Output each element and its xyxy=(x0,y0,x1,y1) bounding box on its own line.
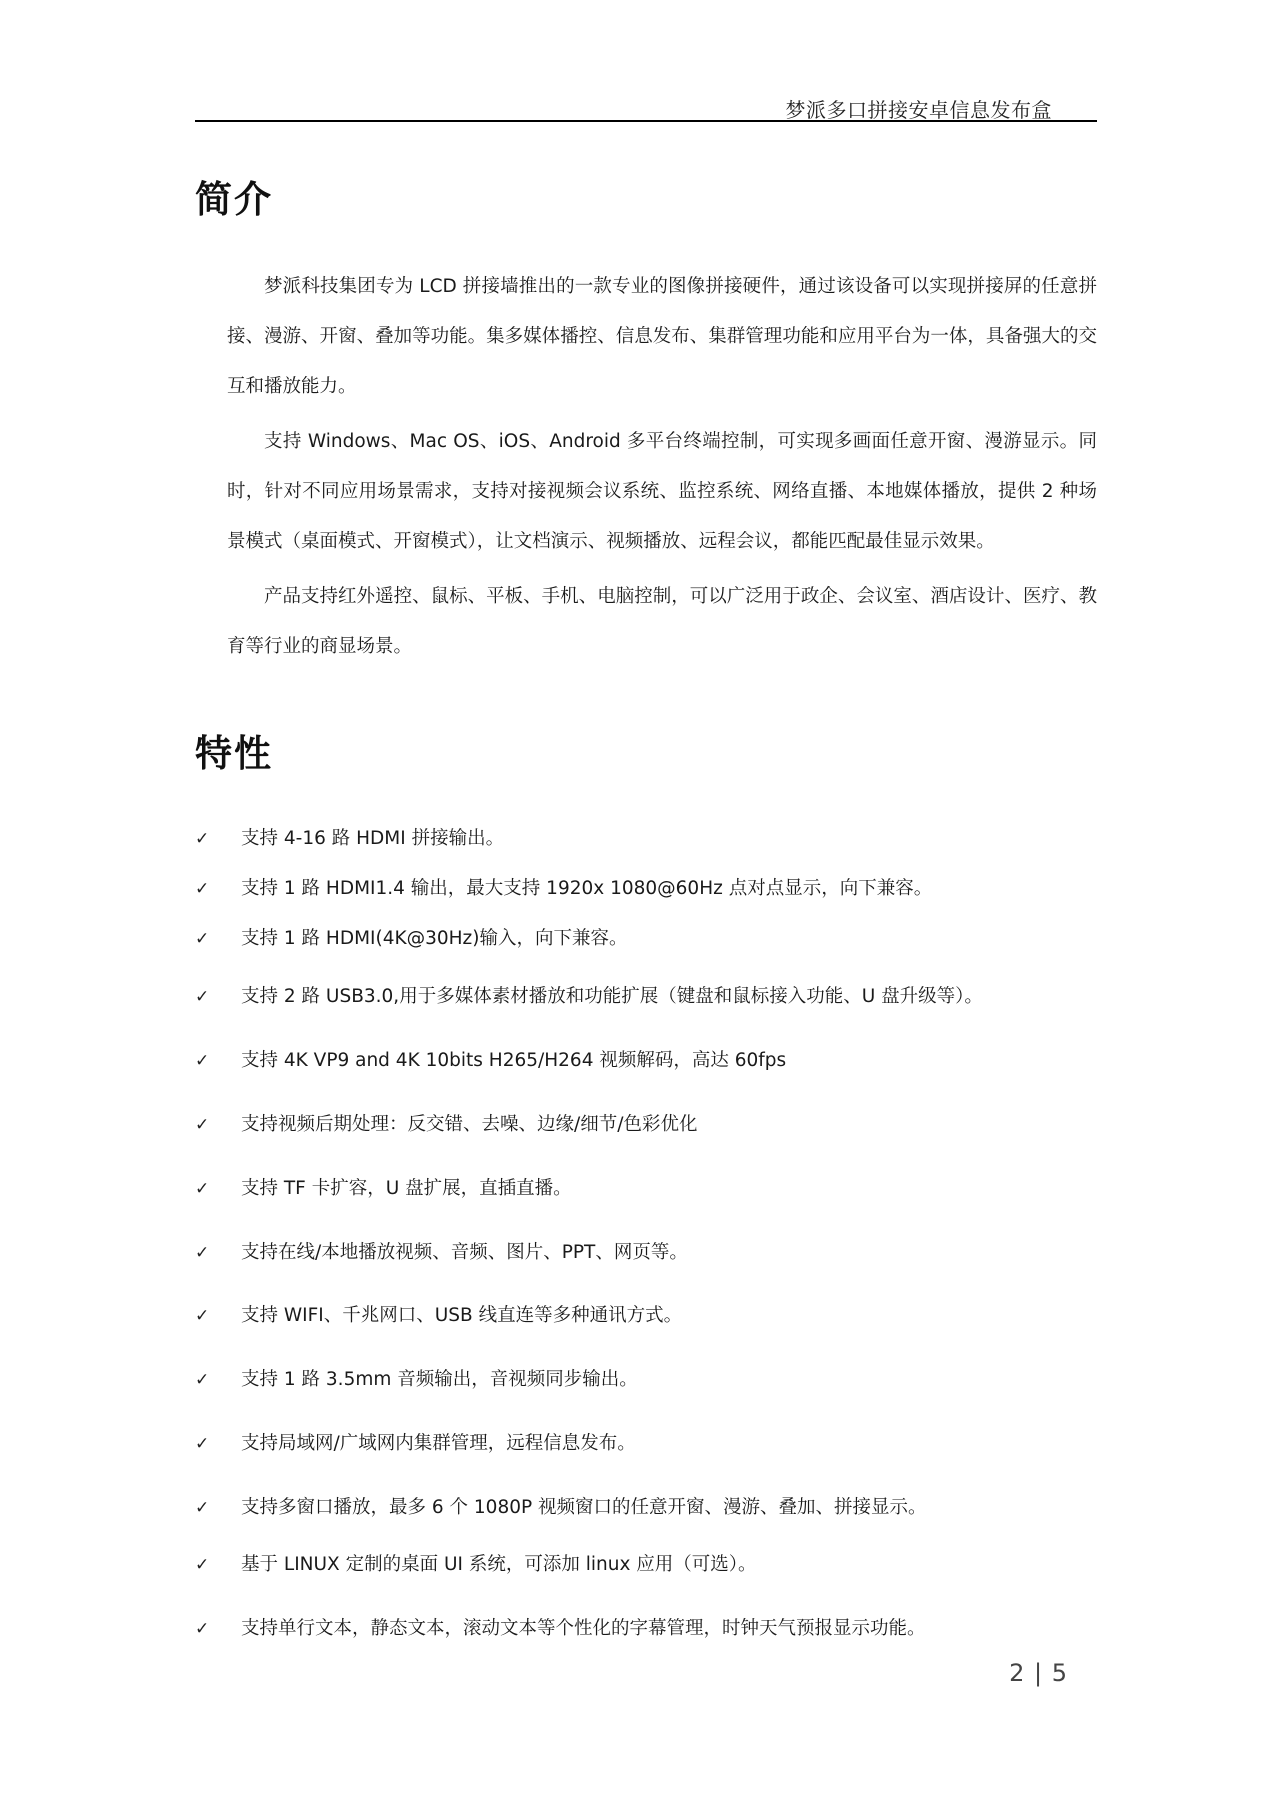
feature-text: 支持多窗口播放，最多 6 个 1080P 视频窗口的任意开窗、漫游、叠加、拼接显示。 xyxy=(241,1497,927,1518)
feature-item xyxy=(195,1428,1097,1460)
feature-item xyxy=(195,981,1097,1013)
features-heading: 特性 xyxy=(195,732,273,775)
feature-text: 支持在线/本地播放视频、音频、图片、PPT、网页等。 xyxy=(241,1242,688,1263)
feature-text: 支持视频后期处理：反交错、去噪、边缘/细节/色彩优化 xyxy=(241,1114,698,1135)
intro-paragraph: 产品支持红外遥控、鼠标、平板、手机、电脑控制，可以广泛用于政企、会议室、酒店设计、医疗、教育等行业的商显场景。 xyxy=(227,586,1097,657)
feature-text: 支持 1 路 HDMI1.4 输出，最大支持 1920x 1080@60Hz 点对点显示，向下兼容。 xyxy=(241,878,933,899)
checkmark-icon: ✓ xyxy=(195,1619,210,1639)
feature-item xyxy=(195,823,1097,855)
intro-paragraph: 支持 Windows、Mac OS、iOS、Android 多平台终端控制，可实现多画面任意开窗、漫游显示。同时，针对不同应用场景需求，支持对接视频会议系统、监控系统、网络直播、本地媒体播放，提供 2 种场景模式（桌面模式、开窗模式），让文档演示、视频播放、远程会议，都能匹配最佳显示效果。 xyxy=(227,431,1097,552)
feature-item xyxy=(195,1613,1097,1645)
checkmark-icon: ✓ xyxy=(195,1555,210,1575)
checkmark-icon: ✓ xyxy=(195,987,210,1007)
feature-text: 支持 1 路 3.5mm 音频输出，音视频同步输出。 xyxy=(241,1369,638,1390)
feature-text: 支持单行文本，静态文本，滚动文本等个性化的字幕管理，时钟天气预报显示功能。 xyxy=(241,1618,926,1639)
feature-item xyxy=(195,1237,1097,1269)
feature-text: 支持局域网/广域网内集群管理，远程信息发布。 xyxy=(241,1433,636,1454)
feature-item xyxy=(195,923,1097,955)
feature-item xyxy=(195,1045,1097,1077)
checkmark-icon: ✓ xyxy=(195,1179,210,1199)
feature-item xyxy=(195,1364,1097,1396)
page-number: 2 | 5 xyxy=(1009,1659,1068,1687)
feature-text: 支持 WIFI、千兆网口、USB 线直连等多种通讯方式。 xyxy=(241,1305,683,1326)
feature-item xyxy=(195,1549,1097,1581)
running-header-title: 梦派多口拼接安卓信息发布盒 xyxy=(785,98,1052,122)
feature-item xyxy=(195,1300,1097,1332)
feature-item xyxy=(195,1109,1097,1141)
checkmark-icon: ✓ xyxy=(195,1115,210,1135)
feature-item xyxy=(195,873,1097,905)
intro-heading: 简介 xyxy=(195,178,273,221)
checkmark-icon: ✓ xyxy=(195,1434,210,1454)
feature-item xyxy=(195,1492,1097,1524)
feature-text: 支持 4-16 路 HDMI 拼接输出。 xyxy=(241,828,505,849)
feature-text: 支持 4K VP9 and 4K 10bits H265/H264 视频解码，高达 60fps xyxy=(241,1050,787,1071)
checkmark-icon: ✓ xyxy=(195,879,210,899)
feature-text: 支持 2 路 USB3.0,用于多媒体素材播放和功能扩展（键盘和鼠标接入功能、U 盘升级等）。 xyxy=(241,986,983,1007)
header-divider xyxy=(195,120,1097,122)
feature-item xyxy=(195,1173,1097,1205)
intro-body xyxy=(227,262,1097,677)
checkmark-icon: ✓ xyxy=(195,1306,210,1326)
checkmark-icon: ✓ xyxy=(195,1498,210,1518)
checkmark-icon: ✓ xyxy=(195,1243,210,1263)
checkmark-icon: ✓ xyxy=(195,929,210,949)
checkmark-icon: ✓ xyxy=(195,1051,210,1071)
intro-paragraph: 梦派科技集团专为 LCD 拼接墙推出的一款专业的图像拼接硬件，通过该设备可以实现拼接屏的任意拼接、漫游、开窗、叠加等功能。集多媒体播控、信息发布、集群管理功能和应用平台为一体，具备强大的交互和播放能力。 xyxy=(227,276,1097,397)
checkmark-icon: ✓ xyxy=(195,829,210,849)
checkmark-icon: ✓ xyxy=(195,1370,210,1390)
feature-text: 基于 LINUX 定制的桌面 UI 系统，可添加 linux 应用（可选）。 xyxy=(241,1554,757,1575)
feature-text: 支持 1 路 HDMI(4K@30Hz)输入，向下兼容。 xyxy=(241,928,628,949)
feature-text: 支持 TF 卡扩容，U 盘扩展，直插直播。 xyxy=(241,1178,572,1199)
